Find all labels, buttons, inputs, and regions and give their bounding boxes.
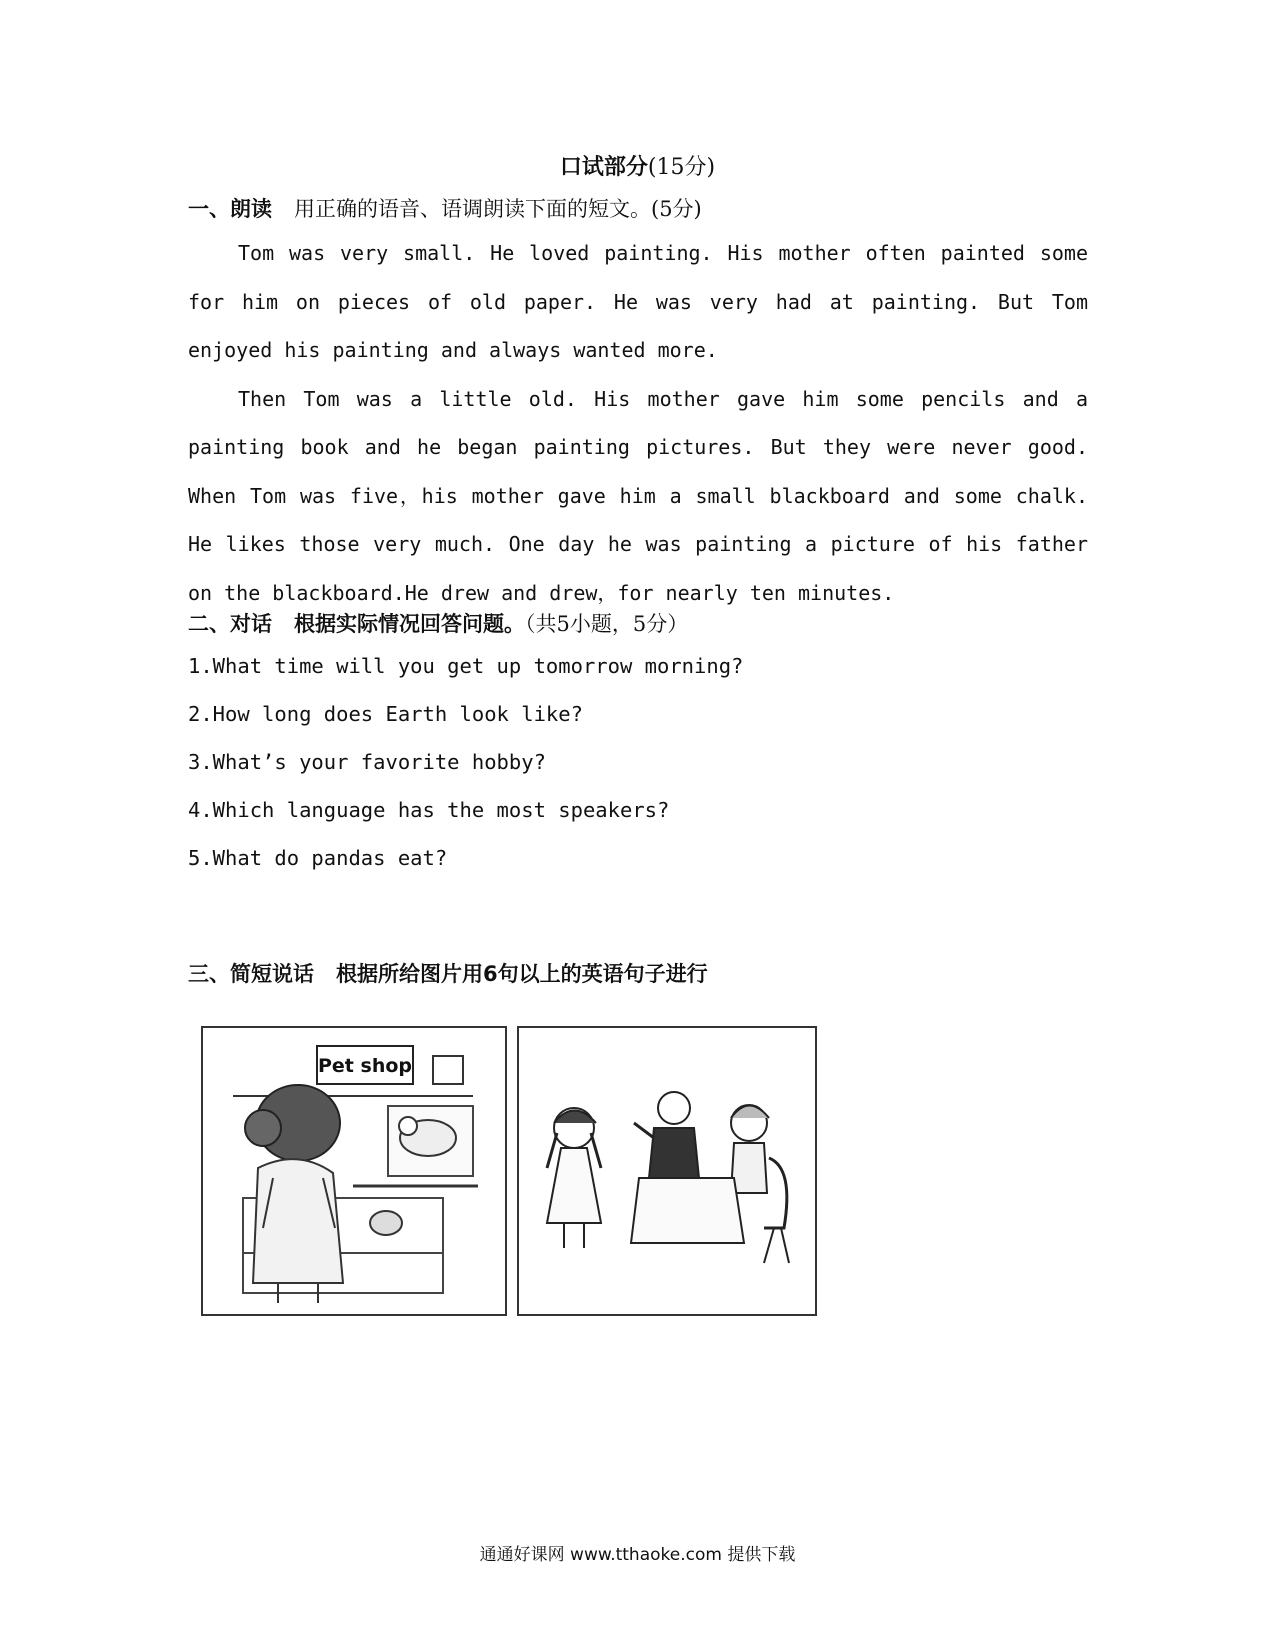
section-2-number: 二、 [188, 612, 230, 636]
section-2-score: （共5小题，5分） [525, 612, 689, 636]
reading-passage [188, 229, 1088, 617]
section-1-instruction: 用正确的语音、语调朗读下面的短文。(5分) [294, 197, 702, 221]
passage-paragraph-2: Then Tom was a little old. His mother gave him some pencils and a painting book and he began painting pictures. But they were never good. When Tom was five，his mother gave him a small blackboard and some chalk. He likes those very much. One day he was painting a picture of his father on the blackboard.He drew and drew，for nearly ten minutes. [188, 386, 1088, 605]
section-2-instruction: 根据实际情况回答问题。 [294, 612, 525, 636]
passage-paragraph-1: Tom was very small. He loved painting. His mother often painted some for him on pieces of old paper. He was very had at painting. But Tom enjoyed his painting and always wanted more. [188, 241, 1088, 362]
section-1-name: 朗读 [230, 197, 272, 221]
section-2-name: 对话 [230, 612, 272, 636]
question-5: 5.What do pandas eat? [188, 846, 448, 870]
section-1-heading [188, 193, 702, 223]
question-2: 2.How long does Earth look like? [188, 702, 583, 726]
family-illustration [519, 1028, 815, 1314]
pet-shop-picture [201, 1026, 507, 1316]
pet-shop-illustration [203, 1028, 505, 1314]
question-4: 4.Which language has the most speakers? [188, 798, 670, 822]
section-3-instruction: 根据所给图片用6句以上的英语句子进行 [336, 962, 708, 986]
section-3-name: 简短说话 [230, 962, 314, 986]
page-title [0, 150, 1275, 181]
question-1: 1.What time will you get up tomorrow morning? [188, 654, 744, 678]
section-3-number: 三、 [188, 962, 230, 986]
title-bold: 口试部分 [559, 155, 648, 180]
section-2-heading [188, 608, 688, 638]
pet-shop-sign: Pet shop [318, 1055, 412, 1077]
section-1-number: 一、 [188, 197, 230, 221]
title-score: (15分) [647, 155, 716, 180]
footer-credit: 通通好课网 www.tthaoke.com 提供下载 [479, 1545, 796, 1565]
section-3-heading [188, 958, 708, 988]
family-picture [517, 1026, 817, 1316]
question-3: 3.What’s your favorite hobby? [188, 750, 546, 774]
